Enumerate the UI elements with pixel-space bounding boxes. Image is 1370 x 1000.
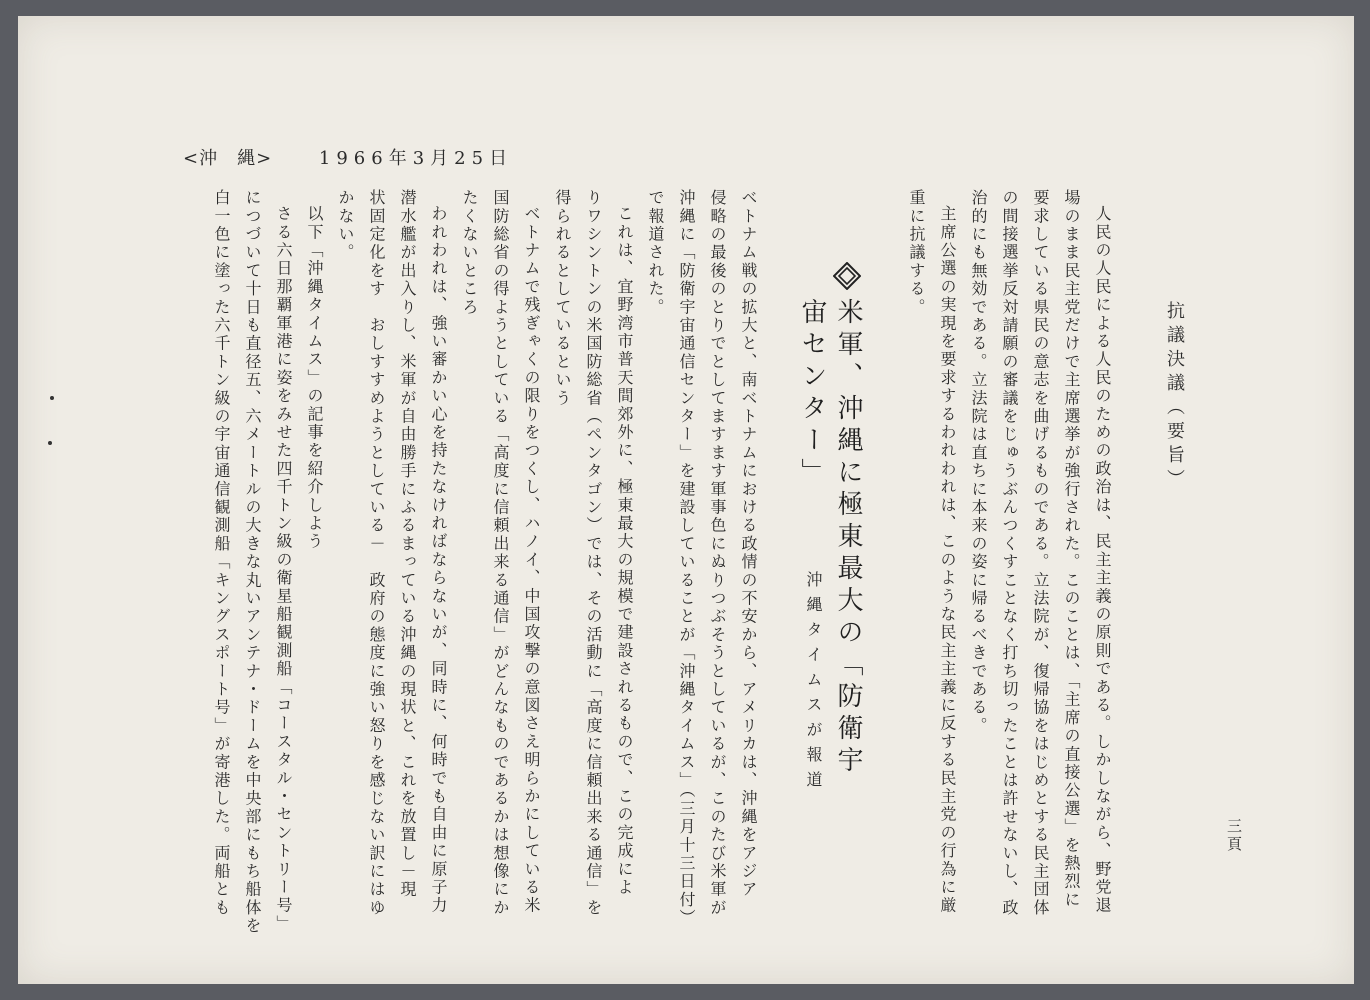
article-line: につづいて十日も直径五、六メートルの大きな丸いアンテナ・ドームを中央部にもち船体を [243, 189, 262, 936]
paper-speck [50, 396, 54, 400]
article-line: 沖縄に「防衛宇宙通信センター」を建設していることが「沖縄タイムス」（三月十三日付） [677, 189, 696, 928]
article-line: たくないところ [460, 189, 479, 317]
article-byline: 沖縄タイムスが報道 [804, 571, 823, 796]
diamond-bullet-icon [833, 262, 861, 290]
article-line: で報道された。 [646, 189, 665, 317]
resolution-line: 主席公選の実現を要求するわれわれは、このような民主主義に反する民主党の行為に厳 [938, 205, 957, 915]
article-headline-continued: 宙センター」 [797, 298, 827, 490]
resolution-line: 治的にも無効である。立法院は直ちに本来の姿に帰るべきである。 [969, 189, 988, 735]
article-line: これは、宜野湾市普天間郊外に、極東最大の規模で建設されるもので、この完成によ [615, 205, 634, 897]
document-page [18, 16, 1354, 984]
article-line: ベトナムで残ぎゃくの限りをつくし、ハノイ、中国攻撃の意図さえ明らかにしている米 [522, 205, 541, 915]
document-header [183, 144, 513, 170]
page-number: 三頁 [1225, 818, 1243, 854]
resolution-title: 抗議決議（要旨） [1164, 301, 1185, 493]
article-line: かない。 [336, 189, 355, 262]
article-line: 状固定化をす おしすすめようとしている－ 政府の態度に強い怒りを感じない訳にはゆ [367, 189, 386, 917]
article-line: りワシントンの米国防総省（ペンタゴン）では、その活動に「高度に信頼出来る通信」を [584, 189, 603, 917]
header-date: 1966年3月25日 [318, 148, 514, 169]
article-line: 以下「沖縄タイムス」の記事を紹介しよう [305, 205, 324, 551]
article-headline: 米軍、沖縄に極東最大の「防衛宇 [833, 298, 863, 778]
article-line: 潜水艦が出入りし、米軍が自由勝手にふるまっている沖縄の現状と、これを放置し－現 [398, 189, 417, 899]
resolution-line: の間接選挙反対請願の審議をじゅうぶんつくすことなく打ち切ったことは許せないし、政 [1000, 189, 1019, 917]
article-line: 得られるとしているという [553, 189, 572, 408]
article-line: われわれは、強い審かい心を持たなければならないが、同時に、何時でも自由に原子力 [429, 205, 448, 915]
article-line: 国防総省の得ようとしている「高度に信頼出来る通信」がどんなものであるかは想像にか [491, 189, 510, 917]
paper-speck [48, 441, 52, 445]
article-line: 侵略の最後のとりでとしてますます軍事色にぬりつぶそうとしているが、このたび米軍が [708, 189, 727, 917]
article-line: ベトナム戦の拡大と、南ベトナムにおける政情の不安から、アメリカは、沖縄をアジア [739, 189, 758, 899]
resolution-line: 要求している県民の意志を曲げるものである。立法院が、復帰協をはじめとする民主団体 [1031, 189, 1050, 917]
resolution-line: 人民の人民による人民のための政治は、民主主義の原則である。しかしながら、野党退 [1093, 205, 1112, 915]
resolution-line: 重に抗議する。 [907, 189, 926, 317]
resolution-line: 場のまま民主党だけで主席選挙が強行された。このことは、「主席の直接公選」を熱烈に [1062, 189, 1081, 909]
header-label: <沖 縄> [183, 148, 273, 169]
article-line: さる六日那覇軍港に姿をみせた四千トン級の衛星船観測船「コースタル・セントリー号」 [274, 205, 293, 933]
article-line: 白一色に塗った六千トン級の宇宙通信観測船「キングスポート号」が寄港した。両船とも [212, 189, 231, 917]
